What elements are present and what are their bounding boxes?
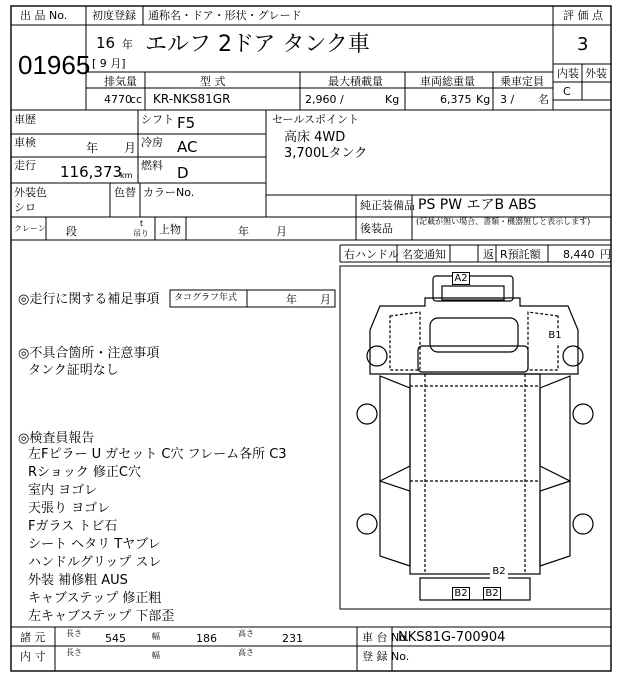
damage-mark: B2: [452, 587, 470, 600]
mileage-label: 走行: [14, 159, 36, 172]
upper-body-label: 上物: [159, 223, 181, 236]
name-change-notice: 名変通知: [402, 248, 446, 261]
displacement-label: 排気量: [104, 75, 137, 88]
history-label: 車歴: [14, 113, 36, 126]
inspector-line: 左キャブステップ 下部歪: [28, 609, 175, 624]
upper-year: 年: [238, 225, 249, 238]
equipment-value: PS PW エアB ABS: [418, 197, 537, 213]
shift-value: F5: [177, 114, 196, 132]
color-code-label: カラーNo.: [143, 186, 195, 199]
chassis-number: NKS81G-700904: [398, 630, 506, 645]
shift-label: シフト: [141, 113, 174, 126]
max-load-unit: Kg: [385, 93, 400, 106]
inspector-line: 外装 補修粗 AUS: [28, 573, 128, 588]
year-unit: 年: [122, 38, 133, 51]
inspection-label: 車検: [14, 136, 36, 149]
color-change-label: 色替: [114, 186, 136, 199]
fuel-label: 燃料: [141, 159, 163, 172]
dimensions-label: 諸 元: [20, 631, 46, 644]
interior-dimensions-label: 内 寸: [20, 650, 46, 663]
lot-label: 出 品 No.: [20, 9, 68, 22]
gross-weight-unit: Kg: [476, 93, 491, 106]
mileage-unit: km: [120, 171, 133, 180]
recycle-amount: 8,440: [563, 248, 595, 261]
crane-ton: t: [140, 219, 144, 228]
inspector-line: キャブステップ 修正粗: [28, 591, 162, 606]
sales-point-1: 高床 4WD: [284, 130, 346, 145]
interior-length-label: 長さ: [66, 648, 82, 657]
displacement-unit: cc: [130, 93, 143, 106]
capacity: 3 /: [500, 93, 515, 106]
gross-weight-label: 車両総重量: [420, 75, 475, 88]
mileage-value: 116,373: [60, 163, 123, 181]
gross-weight: 6,375: [440, 93, 472, 106]
crane-step: 段: [66, 225, 77, 238]
inspection-year: 年: [86, 141, 99, 155]
length-label: 長さ: [66, 629, 82, 638]
steering-side: 右ハンドル: [344, 248, 399, 261]
model-code: KR-NKS81GR: [153, 92, 231, 106]
defect-notes-title: ◎不具合箇所・注意事項: [18, 346, 160, 361]
capacity-label: 乗車定員: [500, 75, 544, 88]
damage-mark: B1: [546, 330, 564, 343]
inspector-line: 天張り ヨゴレ: [28, 501, 111, 516]
width-label: 幅: [152, 632, 160, 641]
ac-label: 冷房: [141, 136, 163, 149]
interior-grade: C: [563, 85, 571, 98]
lot-number: 01965: [18, 50, 91, 80]
yen-unit: 円: [600, 248, 611, 261]
ext-color-label: 外装色: [14, 186, 47, 199]
max-load: 2,960 /: [305, 93, 344, 106]
height-value: 231: [282, 632, 303, 645]
displacement: 4770: [104, 93, 132, 106]
max-load-label: 最大積載量: [328, 75, 383, 88]
damage-mark: A2: [452, 272, 470, 285]
score-label: 評 価 点: [563, 9, 603, 22]
inspector-line: シート ヘタリ Tヤブレ: [28, 537, 161, 552]
crane-label: クレーン: [14, 224, 46, 233]
after-market-label: 後装品: [360, 222, 393, 235]
registration-number-label: 登 録 No.: [362, 650, 410, 663]
tachograph-label: タコグラフ年式: [174, 293, 238, 303]
width-value: 186: [196, 632, 217, 645]
interior-width-label: 幅: [152, 651, 160, 660]
ext-color-value: シロ: [14, 201, 36, 214]
equipment-label: 純正装備品: [360, 199, 415, 212]
interior-height-label: 高さ: [238, 648, 254, 657]
crane-hoist: 吊り: [133, 229, 149, 238]
damage-mark: B2: [490, 566, 508, 579]
vehicle-name: エルフ 2ドア タンク車: [145, 32, 370, 57]
sales-points-label: セールスポイント: [272, 113, 360, 126]
driving-notes-title: ◎走行に関する補足事項: [18, 292, 160, 307]
after-market-note: (記載が無い場合、書類・機器無しと表示します): [416, 217, 591, 226]
registration-era: 16: [96, 34, 116, 52]
inspector-line: 左Fピラー U ガセット C穴 フレーム各所 C3: [28, 447, 287, 462]
inspector-line: 室内 ヨゴレ: [28, 483, 98, 498]
chassis-label: 車 台 No.: [362, 631, 410, 644]
registration-month: [ 9 月]: [92, 57, 126, 70]
truck-diagram: [340, 266, 611, 609]
inspector-report-title: ◎検査員報告: [18, 431, 95, 446]
return-label: 返: [483, 248, 494, 261]
recycle-label: R預託額: [500, 248, 541, 261]
model-label: 型 式: [200, 75, 226, 88]
upper-month: 月: [276, 225, 287, 238]
sales-point-2: 3,700Lタンク: [284, 146, 368, 161]
inspection-month: 月: [124, 141, 137, 155]
defect-line: タンク証明なし: [28, 363, 119, 378]
interior-label: 内装: [557, 67, 579, 80]
registration-label: 初度登録: [92, 9, 136, 22]
score: 3: [577, 34, 589, 55]
ac-value: AC: [177, 138, 198, 156]
tachograph-year: 年: [286, 293, 297, 306]
damage-mark: B2: [483, 587, 501, 600]
height-label: 高さ: [238, 629, 254, 638]
vehicle-name-label: 通称名・ドア・形状・グレード: [148, 9, 302, 22]
fuel-value: D: [177, 164, 189, 182]
tachograph-month: 月: [320, 293, 331, 306]
inspector-line: ハンドルグリップ スレ: [28, 555, 162, 570]
capacity-unit: 名: [538, 93, 549, 106]
inspector-line: Fガラス トビ石: [28, 519, 118, 534]
inspector-line: Rショック 修正C穴: [28, 465, 141, 480]
length-value: 545: [105, 632, 126, 645]
exterior-label: 外装: [585, 67, 607, 80]
